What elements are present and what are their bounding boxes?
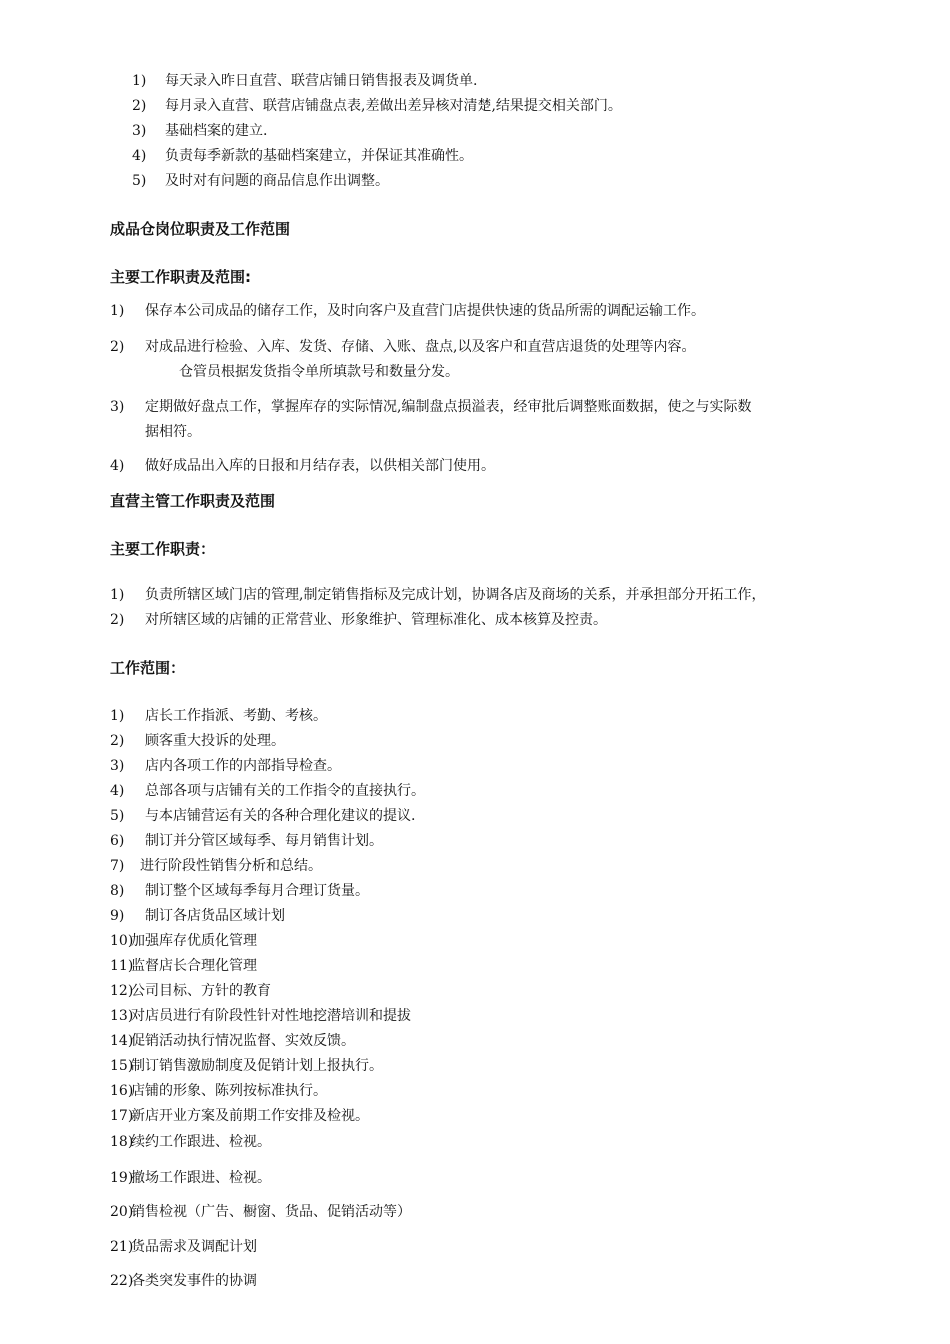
- item-text: 制订并分管区域每季、每月销售计划。: [145, 833, 383, 849]
- item-text: 进行阶段性销售分析和总结。: [140, 858, 322, 874]
- item-number: 3): [132, 123, 147, 139]
- item-text: 新店开业方案及前期工作安排及检视。: [131, 1108, 369, 1124]
- item-number: 3): [110, 758, 125, 774]
- item-number: 7): [110, 858, 125, 874]
- item-text: 每月录入直营、联营店铺盘点表,差做出差异核对清楚,结果提交相关部门。: [165, 98, 622, 114]
- item-text: 对店员进行有阶段性针对性地挖潜培训和提拔: [131, 1008, 411, 1024]
- item-text: 与本店铺营运有关的各种合理化建议的提议.: [145, 808, 416, 824]
- item-text: 货品需求及调配计划: [131, 1239, 257, 1255]
- section-title: 成品仓岗位职责及工作范围: [110, 220, 291, 238]
- item-text: 公司目标、方针的教育: [131, 983, 271, 999]
- item-number: 2): [110, 339, 125, 355]
- item-number: 17): [110, 1108, 134, 1124]
- item-number: 11): [110, 958, 134, 974]
- item-number: 8): [110, 883, 125, 899]
- item-text: 负责每季新款的基础档案建立，并保证其准确性。: [165, 148, 473, 164]
- item-number: 15): [110, 1058, 134, 1074]
- item-text: 对成品进行检验、入库、发货、存储、入账、盘点,以及客户和直营店退货的处理等内容。: [145, 339, 696, 355]
- item-text: 店内各项工作的内部指导检查。: [145, 758, 341, 774]
- item-text: 各类突发事件的协调: [131, 1273, 257, 1289]
- item-extra-text: 据相符。: [145, 424, 201, 440]
- item-text: 制订整个区域每季每月合理订货量。: [145, 883, 369, 899]
- item-text: 负责所辖区域门店的管理,制定销售指标及完成计划，协调各店及商场的关系，并承担部分开拓工作，: [145, 587, 766, 603]
- item-text: 促销活动执行情况监督、实效反馈。: [131, 1033, 355, 1049]
- item-number: 2): [110, 733, 125, 749]
- item-text: 基础档案的建立.: [165, 123, 268, 139]
- item-text: 每天录入昨日直营、联营店铺日销售报表及调货单.: [165, 73, 478, 89]
- item-number: 21): [110, 1239, 134, 1255]
- item-number: 18): [110, 1134, 134, 1150]
- item-number: 9): [110, 908, 125, 924]
- item-text: 监督店长合理化管理: [131, 958, 257, 974]
- item-number: 22): [110, 1273, 134, 1289]
- item-number: 20): [110, 1204, 134, 1220]
- item-text: 店长工作指派、考勤、考核。: [145, 708, 327, 724]
- section-subtitle: 主要工作职责：: [110, 540, 216, 558]
- item-text: 做好成品出入库的日报和月结存表，以供相关部门使用。: [145, 458, 495, 474]
- item-continuation: [179, 363, 459, 381]
- item-number: 6): [110, 833, 125, 849]
- item-number: 1): [110, 708, 125, 724]
- item-number: 14): [110, 1033, 134, 1049]
- item-number: 1): [110, 303, 125, 319]
- item-number: 5): [132, 173, 147, 189]
- item-number: 16): [110, 1083, 134, 1099]
- item-text: 制订各店货品区域计划: [145, 908, 285, 924]
- item-text: 撤场工作跟进、检视。: [131, 1170, 271, 1186]
- item-number: 1): [132, 73, 147, 89]
- section-title: 直营主管工作职责及范围: [110, 492, 276, 510]
- item-text: 销售检视（广告、橱窗、货品、促销活动等）: [131, 1204, 411, 1220]
- item-number: 2): [132, 98, 147, 114]
- item-text: 保存本公司成品的储存工作，及时向客户及直营门店提供快速的货品所需的调配运输工作。: [145, 303, 705, 319]
- item-text: 续约工作跟进、检视。: [131, 1134, 271, 1150]
- item-number: 4): [110, 783, 125, 799]
- item-text: 及时对有问题的商品信息作出调整。: [165, 173, 389, 189]
- item-text: 制订销售激励制度及促销计划上报执行。: [131, 1058, 383, 1074]
- item-text: 定期做好盘点工作，掌握库存的实际情况,编制盘点损溢表，经审批后调整账面数据，使之与实际数: [145, 399, 752, 415]
- item-number: 1): [110, 587, 125, 603]
- scope-title: 工作范围：: [110, 659, 186, 677]
- item-number: 5): [110, 808, 125, 824]
- item-number: 4): [132, 148, 147, 164]
- item-text: 顾客重大投诉的处理。: [145, 733, 285, 749]
- item-text: 店铺的形象、陈列按标准执行。: [131, 1083, 327, 1099]
- item-number: 3): [110, 399, 125, 415]
- item-text: 对所辖区域的店铺的正常营业、形象维护、管理标准化、成本核算及控责。: [145, 612, 607, 628]
- item-number: 4): [110, 458, 125, 474]
- item-text: 加强库存优质化管理: [131, 933, 257, 949]
- section-subtitle: 主要工作职责及范围:: [110, 268, 251, 286]
- item-number: 13): [110, 1008, 134, 1024]
- item-extra-text: 仓管员根据发货指令单所填款号和数量分发。: [179, 364, 459, 380]
- item-number: 2): [110, 612, 125, 628]
- item-number: 10): [110, 933, 134, 949]
- item-number: 12): [110, 983, 134, 999]
- item-number: 19): [110, 1170, 134, 1186]
- item-text: 总部各项与店铺有关的工作指令的直接执行。: [145, 783, 425, 799]
- item-continuation: [145, 423, 201, 441]
